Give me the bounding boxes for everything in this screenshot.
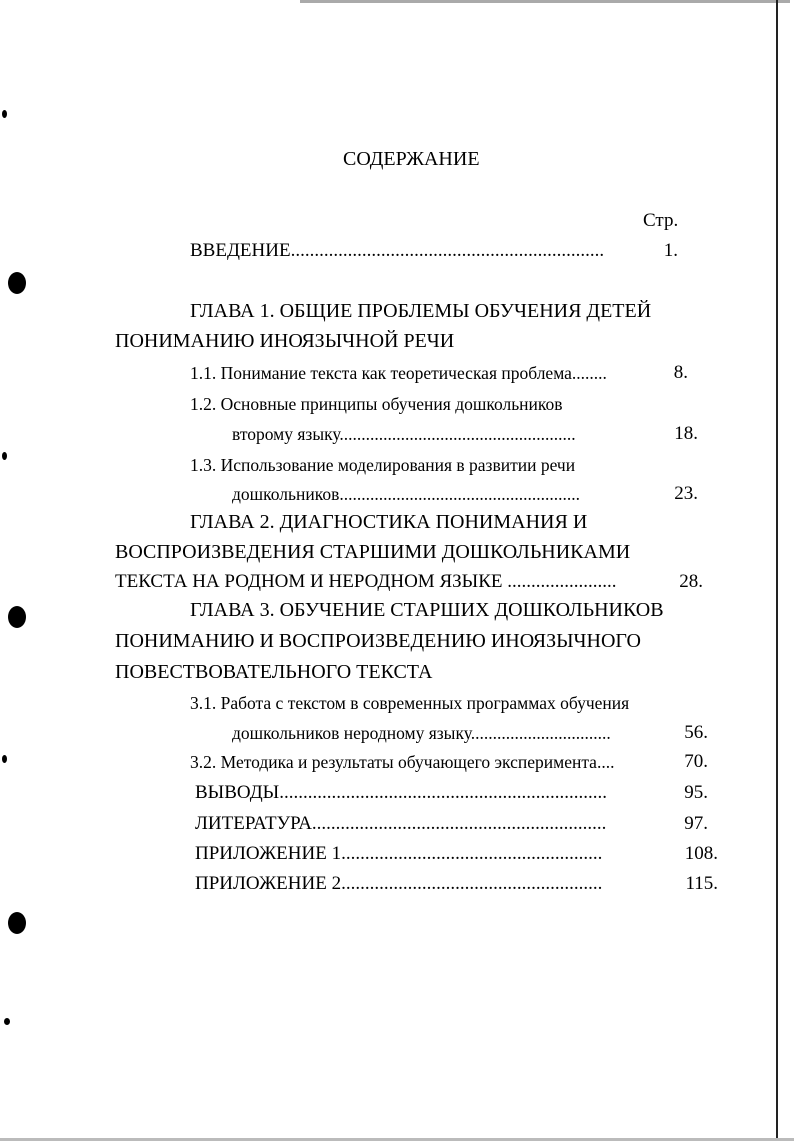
toc-entry-text: ЛИТЕРАТУРА..............................................................: [195, 813, 607, 834]
toc-entry-text: ГЛАВА 3. ОБУЧЕНИЕ СТАРШИХ ДОШКОЛЬНИКОВ: [190, 599, 664, 621]
toc-entry-page: 23.: [674, 483, 698, 504]
toc-entry-text: ВВЕДЕНИЕ..................................................................: [190, 240, 605, 261]
toc-entry-text: ТЕКСТА НА РОДНОМ И НЕРОДНОМ ЯЗЫКЕ .......................: [115, 571, 617, 592]
toc-entry-text: 1.3. Использование моделирования в развитии речи: [190, 455, 576, 475]
toc-entry-text: ВЫВОДЫ.....................................................................: [195, 782, 607, 803]
toc-entry-text: 3.2. Методика и результаты обучающего эксперимента....: [190, 752, 615, 772]
toc-entry-page: 56.: [684, 722, 708, 743]
toc-entry-page: 95.: [684, 782, 708, 803]
toc-entry-text: ПОНИМАНИЮ И ВОСПРОИЗВЕДЕНИЮ ИНОЯЗЫЧНОГО: [115, 630, 641, 652]
toc-entry-page: 108.: [684, 843, 718, 864]
toc-entry-text: 1.1. Понимание текста как теоретическая проблема........: [190, 363, 607, 383]
toc-entry-text: ГЛАВА 1. ОБЩИЕ ПРОБЛЕМЫ ОБУЧЕНИЯ ДЕТЕЙ: [190, 300, 652, 322]
toc-entry-text: ПРИЛОЖЕНИЕ 1.......................................................: [195, 843, 603, 864]
toc-entry-text: дошкольников.......................................................: [232, 484, 580, 504]
toc-entry-text: дошкольников неродному языку................................: [232, 723, 611, 743]
scan-right-edge: [776, 0, 778, 1141]
page-title: СОДЕРЖАНИЕ: [343, 148, 480, 170]
punch-hole-2: [8, 606, 26, 628]
toc-entry-text: ПОВЕСТВОВАТЕЛЬНОГО ТЕКСТА: [115, 661, 433, 683]
page-column-label: Стр.: [643, 210, 679, 231]
toc-entry-text: ПОНИМАНИЮ ИНОЯЗЫЧНОЙ РЕЧИ: [115, 330, 455, 352]
toc-entry-text: второму языку......................................................: [232, 424, 576, 444]
toc-entry-page: 97.: [684, 813, 708, 834]
toc-entry-text: ВОСПРОИЗВЕДЕНИЯ СТАРШИМИ ДОШКОЛЬНИКАМИ: [115, 541, 631, 563]
scan-speck-1: [2, 110, 7, 118]
punch-hole-1: [8, 272, 26, 294]
toc-entry-page: 8.: [673, 362, 688, 383]
toc-entry-text: 3.1. Работа с текстом в современных программах обучения: [190, 693, 630, 713]
toc-entry-text: 1.2. Основные принципы обучения дошкольников: [190, 394, 563, 414]
toc-entry-page: 115.: [685, 873, 718, 894]
scan-top-edge: [300, 0, 790, 3]
toc-entry-page: 1.: [663, 240, 678, 261]
toc-entry-text: ПРИЛОЖЕНИЕ 2.......................................................: [195, 873, 603, 894]
toc-entry-page: 70.: [684, 751, 708, 772]
scan-speck-3: [2, 755, 7, 763]
toc-entry-page: 28.: [679, 571, 703, 592]
toc-entry-page: 18.: [674, 423, 698, 444]
scan-speck-4: [4, 1018, 10, 1025]
scan-speck-2: [2, 452, 7, 460]
toc-entry-text: ГЛАВА 2. ДИАГНОСТИКА ПОНИМАНИЯ И: [190, 511, 588, 533]
punch-hole-3: [8, 912, 26, 934]
